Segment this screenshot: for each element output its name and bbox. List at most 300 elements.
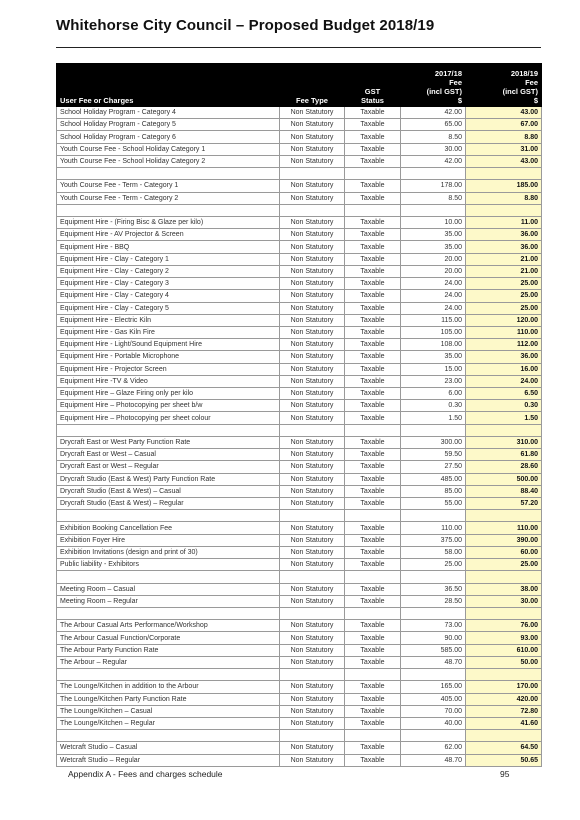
cell-fee-2017: 24.00: [401, 278, 466, 290]
cell-user-fee: [57, 607, 280, 619]
cell-fee-type: Non Statutory: [280, 326, 345, 338]
cell-gst-status: Taxable: [345, 253, 401, 265]
cell-fee-type: Non Statutory: [280, 216, 345, 228]
cell-fee-type: Non Statutory: [280, 473, 345, 485]
cell-fee-2017: 27.50: [401, 461, 466, 473]
cell-fee-2017: [401, 571, 466, 583]
cell-fee-2017: 8.50: [401, 192, 466, 204]
cell-fee-2018: 93.00: [466, 632, 542, 644]
cell-fee-2017: 10.00: [401, 216, 466, 228]
table-row: [57, 278, 542, 290]
cell-fee-type: Non Statutory: [280, 302, 345, 314]
table-header-row: [57, 64, 542, 107]
table-row: [57, 473, 542, 485]
cell-fee-2017: 35.00: [401, 351, 466, 363]
table-row: [57, 485, 542, 497]
cell-fee-2017: 6.00: [401, 388, 466, 400]
cell-user-fee: Equipment Hire - Clay - Category 4: [57, 290, 280, 302]
cell-fee-type: Non Statutory: [280, 644, 345, 656]
cell-user-fee: Exhibition Booking Cancellation Fee: [57, 522, 280, 534]
cell-fee-2017: 36.50: [401, 583, 466, 595]
table-row: [57, 326, 542, 338]
cell-user-fee: Wetcraft Studio – Regular: [57, 754, 280, 766]
cell-fee-2017: 300.00: [401, 436, 466, 448]
cell-fee-type: Non Statutory: [280, 351, 345, 363]
cell-fee-2018: 8.80: [466, 192, 542, 204]
cell-fee-2017: 85.00: [401, 485, 466, 497]
cell-fee-2018: 25.00: [466, 290, 542, 302]
cell-fee-2018: 120.00: [466, 314, 542, 326]
cell-gst-status: Taxable: [345, 449, 401, 461]
cell-fee-type: Non Statutory: [280, 717, 345, 729]
cell-fee-type: Non Statutory: [280, 375, 345, 387]
cell-fee-2018: 36.00: [466, 351, 542, 363]
cell-user-fee: Equipment Hire - Portable Microphone: [57, 351, 280, 363]
cell-user-fee: [57, 510, 280, 522]
cell-user-fee: [57, 571, 280, 583]
cell-gst-status: Taxable: [345, 693, 401, 705]
cell-fee-2018: 57.20: [466, 498, 542, 510]
cell-gst-status: Taxable: [345, 595, 401, 607]
cell-fee-type: Non Statutory: [280, 498, 345, 510]
cell-fee-2017: 90.00: [401, 632, 466, 644]
cell-fee-2017: 585.00: [401, 644, 466, 656]
cell-fee-2017: 42.00: [401, 155, 466, 167]
cell-gst-status: [345, 607, 401, 619]
cell-fee-type: Non Statutory: [280, 681, 345, 693]
cell-fee-2017: 115.00: [401, 314, 466, 326]
cell-fee-2017: 42.00: [401, 107, 466, 119]
table-row: [57, 546, 542, 558]
cell-gst-status: Taxable: [345, 754, 401, 766]
cell-fee-type: Non Statutory: [280, 192, 345, 204]
cell-user-fee: Equipment Hire – Glaze Firing only per kilo: [57, 388, 280, 400]
cell-user-fee: Equipment Hire - Electric Kiln: [57, 314, 280, 326]
cell-fee-2017: [401, 669, 466, 681]
cell-fee-type: [280, 204, 345, 216]
header-fee-2017-line1: 2017/18: [434, 69, 462, 78]
cell-fee-2018: 88.40: [466, 485, 542, 497]
fees-table: [56, 63, 542, 767]
table-row: [57, 632, 542, 644]
table-row: [57, 351, 542, 363]
cell-user-fee: Youth Course Fee - School Holiday Category 1: [57, 143, 280, 155]
cell-fee-type: Non Statutory: [280, 693, 345, 705]
cell-fee-2017: 35.00: [401, 229, 466, 241]
header-fee-2018-line3: (incl GST): [502, 87, 538, 96]
cell-fee-2017: 165.00: [401, 681, 466, 693]
cell-fee-2018: [466, 424, 542, 436]
cell-gst-status: Taxable: [345, 119, 401, 131]
cell-fee-2018: 60.00: [466, 546, 542, 558]
cell-user-fee: Equipment Hire - BBQ: [57, 241, 280, 253]
cell-fee-2017: 15.00: [401, 363, 466, 375]
cell-user-fee: Equipment Hire - Clay - Category 1: [57, 253, 280, 265]
cell-fee-2017: 58.00: [401, 546, 466, 558]
cell-user-fee: Equipment Hire -TV & Video: [57, 375, 280, 387]
cell-fee-2018: [466, 669, 542, 681]
cell-gst-status: Taxable: [345, 473, 401, 485]
cell-fee-2018: 67.00: [466, 119, 542, 131]
cell-fee-type: Non Statutory: [280, 253, 345, 265]
cell-fee-2018: 24.00: [466, 375, 542, 387]
cell-fee-2018: 8.80: [466, 131, 542, 143]
cell-gst-status: Taxable: [345, 229, 401, 241]
cell-fee-type: Non Statutory: [280, 485, 345, 497]
cell-fee-2018: 43.00: [466, 155, 542, 167]
cell-fee-2018: 43.00: [466, 107, 542, 119]
cell-gst-status: Taxable: [345, 314, 401, 326]
cell-user-fee: Equipment Hire - Clay - Category 3: [57, 278, 280, 290]
cell-fee-type: [280, 168, 345, 180]
cell-user-fee: [57, 204, 280, 216]
cell-user-fee: Equipment Hire – Photocopying per sheet b/w: [57, 400, 280, 412]
cell-fee-2017: 110.00: [401, 522, 466, 534]
table-row: [57, 644, 542, 656]
cell-fee-2018: 50.00: [466, 656, 542, 668]
cell-gst-status: Taxable: [345, 339, 401, 351]
cell-user-fee: Equipment Hire - Gas Kiln Fire: [57, 326, 280, 338]
cell-gst-status: [345, 669, 401, 681]
cell-fee-type: Non Statutory: [280, 449, 345, 461]
cell-fee-type: Non Statutory: [280, 656, 345, 668]
table-row: [57, 265, 542, 277]
cell-fee-type: Non Statutory: [280, 339, 345, 351]
header-fee-2018-line1: 2018/19: [510, 69, 538, 78]
cell-user-fee: Exhibition Foyer Hire: [57, 534, 280, 546]
cell-user-fee: The Arbour Party Function Rate: [57, 644, 280, 656]
table-row: [57, 583, 542, 595]
cell-fee-2017: 28.50: [401, 595, 466, 607]
table-row: [57, 388, 542, 400]
cell-fee-2018: 0.30: [466, 400, 542, 412]
cell-gst-status: [345, 168, 401, 180]
cell-user-fee: [57, 730, 280, 742]
cell-fee-2017: 65.00: [401, 119, 466, 131]
cell-user-fee: Youth Course Fee - School Holiday Category 2: [57, 155, 280, 167]
cell-fee-type: [280, 424, 345, 436]
table-row: [57, 229, 542, 241]
cell-gst-status: Taxable: [345, 644, 401, 656]
cell-user-fee: [57, 424, 280, 436]
cell-gst-status: Taxable: [345, 143, 401, 155]
cell-fee-2018: 25.00: [466, 278, 542, 290]
table-row: [57, 363, 542, 375]
cell-fee-type: Non Statutory: [280, 559, 345, 571]
cell-fee-2018: [466, 510, 542, 522]
cell-fee-type: Non Statutory: [280, 705, 345, 717]
cell-fee-2017: [401, 424, 466, 436]
cell-fee-2017: 25.00: [401, 559, 466, 571]
cell-user-fee: School Holiday Program - Category 5: [57, 119, 280, 131]
cell-fee-2018: 170.00: [466, 681, 542, 693]
cell-gst-status: Taxable: [345, 351, 401, 363]
cell-fee-2017: 108.00: [401, 339, 466, 351]
fees-table-body: [57, 107, 542, 767]
table-row: [57, 717, 542, 729]
cell-user-fee: Public liability - Exhibitors: [57, 559, 280, 571]
cell-user-fee: Equipment Hire - (Firing Bisc & Glaze per kilo): [57, 216, 280, 228]
table-row: [57, 681, 542, 693]
table-spacer-row: [57, 168, 542, 180]
cell-fee-2017: 405.00: [401, 693, 466, 705]
table-row: [57, 742, 542, 754]
table-row: [57, 155, 542, 167]
table-row: [57, 693, 542, 705]
cell-user-fee: Youth Course Fee - Term - Category 1: [57, 180, 280, 192]
cell-fee-2017: 73.00: [401, 620, 466, 632]
cell-user-fee: The Lounge/Kitchen – Regular: [57, 717, 280, 729]
cell-gst-status: Taxable: [345, 241, 401, 253]
cell-gst-status: Taxable: [345, 326, 401, 338]
table-row: [57, 253, 542, 265]
cell-user-fee: The Lounge/Kitchen in addition to the Arbour: [57, 681, 280, 693]
cell-fee-2018: 185.00: [466, 180, 542, 192]
footer-appendix-label: Appendix A - Fees and charges schedule: [68, 769, 223, 779]
header-fee-2018: [466, 64, 542, 107]
title-underline: [56, 47, 541, 48]
cell-gst-status: Taxable: [345, 498, 401, 510]
cell-fee-type: Non Statutory: [280, 131, 345, 143]
cell-gst-status: [345, 510, 401, 522]
cell-fee-2017: 40.00: [401, 717, 466, 729]
cell-fee-2018: 610.00: [466, 644, 542, 656]
cell-gst-status: Taxable: [345, 632, 401, 644]
cell-gst-status: Taxable: [345, 620, 401, 632]
table-row: [57, 131, 542, 143]
cell-user-fee: [57, 168, 280, 180]
cell-fee-2017: 105.00: [401, 326, 466, 338]
table-spacer-row: [57, 510, 542, 522]
cell-user-fee: Equipment Hire – Photocopying per sheet colour: [57, 412, 280, 424]
table-row: [57, 180, 542, 192]
cell-gst-status: Taxable: [345, 559, 401, 571]
table-row: [57, 534, 542, 546]
table-row: [57, 656, 542, 668]
cell-fee-type: Non Statutory: [280, 534, 345, 546]
cell-fee-2017: 55.00: [401, 498, 466, 510]
cell-fee-2017: [401, 168, 466, 180]
cell-fee-2017: [401, 607, 466, 619]
cell-fee-2018: 16.00: [466, 363, 542, 375]
table-row: [57, 290, 542, 302]
table-row: [57, 498, 542, 510]
page-title: Whitehorse City Council – Proposed Budget 2018/19: [56, 17, 435, 34]
cell-fee-type: Non Statutory: [280, 436, 345, 448]
cell-fee-2018: [466, 607, 542, 619]
table-row: [57, 302, 542, 314]
cell-fee-2018: 420.00: [466, 693, 542, 705]
cell-gst-status: Taxable: [345, 216, 401, 228]
cell-user-fee: Meeting Room – Casual: [57, 583, 280, 595]
cell-fee-2018: 21.00: [466, 253, 542, 265]
header-fee-2018-line4: $: [533, 96, 538, 105]
header-gst-line1: GST: [364, 87, 381, 96]
cell-gst-status: [345, 571, 401, 583]
cell-user-fee: [57, 669, 280, 681]
table-row: [57, 449, 542, 461]
cell-fee-type: Non Statutory: [280, 314, 345, 326]
cell-fee-2017: 35.00: [401, 241, 466, 253]
cell-fee-type: Non Statutory: [280, 742, 345, 754]
cell-user-fee: The Lounge/Kitchen Party Function Rate: [57, 693, 280, 705]
cell-gst-status: Taxable: [345, 155, 401, 167]
cell-fee-2018: 31.00: [466, 143, 542, 155]
cell-user-fee: Equipment Hire - Light/Sound Equipment Hire: [57, 339, 280, 351]
header-user-fee: User Fee or Charges: [57, 64, 280, 107]
cell-fee-2018: 21.00: [466, 265, 542, 277]
table-row: [57, 705, 542, 717]
table-spacer-row: [57, 607, 542, 619]
cell-fee-type: Non Statutory: [280, 155, 345, 167]
cell-gst-status: [345, 204, 401, 216]
header-fee-2018-line2: Fee: [525, 78, 538, 87]
cell-fee-2018: 310.00: [466, 436, 542, 448]
cell-gst-status: Taxable: [345, 436, 401, 448]
table-row: [57, 620, 542, 632]
header-fee-2017-line3: (incl GST): [426, 87, 462, 96]
table-spacer-row: [57, 669, 542, 681]
cell-gst-status: Taxable: [345, 180, 401, 192]
cell-user-fee: The Arbour Casual Arts Performance/Workshop: [57, 620, 280, 632]
cell-fee-type: Non Statutory: [280, 241, 345, 253]
cell-fee-2018: 76.00: [466, 620, 542, 632]
table-row: [57, 754, 542, 766]
cell-fee-2018: 500.00: [466, 473, 542, 485]
cell-gst-status: Taxable: [345, 388, 401, 400]
cell-fee-2017: 30.00: [401, 143, 466, 155]
table-spacer-row: [57, 424, 542, 436]
cell-gst-status: [345, 730, 401, 742]
cell-fee-2017: 0.30: [401, 400, 466, 412]
cell-gst-status: Taxable: [345, 412, 401, 424]
cell-fee-2017: 59.50: [401, 449, 466, 461]
cell-fee-2018: [466, 168, 542, 180]
cell-gst-status: Taxable: [345, 131, 401, 143]
cell-fee-2018: [466, 730, 542, 742]
cell-fee-type: Non Statutory: [280, 632, 345, 644]
cell-fee-2017: 23.00: [401, 375, 466, 387]
cell-fee-2018: 25.00: [466, 302, 542, 314]
cell-gst-status: Taxable: [345, 705, 401, 717]
cell-fee-2017: 485.00: [401, 473, 466, 485]
cell-fee-2017: [401, 204, 466, 216]
cell-user-fee: The Lounge/Kitchen – Casual: [57, 705, 280, 717]
cell-gst-status: Taxable: [345, 363, 401, 375]
cell-fee-2018: 61.80: [466, 449, 542, 461]
cell-gst-status: Taxable: [345, 461, 401, 473]
cell-fee-type: Non Statutory: [280, 388, 345, 400]
header-fee-2017: [401, 64, 466, 107]
cell-user-fee: Drycraft East or West Party Function Rate: [57, 436, 280, 448]
cell-fee-type: Non Statutory: [280, 620, 345, 632]
table-row: [57, 119, 542, 131]
table-row: [57, 436, 542, 448]
cell-fee-2018: 390.00: [466, 534, 542, 546]
table-row: [57, 314, 542, 326]
table-row: [57, 143, 542, 155]
cell-fee-2018: 36.00: [466, 229, 542, 241]
cell-fee-2018: 110.00: [466, 522, 542, 534]
cell-user-fee: Drycraft East or West – Casual: [57, 449, 280, 461]
cell-user-fee: Youth Course Fee - Term - Category 2: [57, 192, 280, 204]
cell-fee-type: [280, 571, 345, 583]
cell-gst-status: Taxable: [345, 400, 401, 412]
cell-user-fee: Equipment Hire - AV Projector & Screen: [57, 229, 280, 241]
cell-gst-status: Taxable: [345, 302, 401, 314]
cell-fee-2017: [401, 730, 466, 742]
cell-fee-2018: 110.00: [466, 326, 542, 338]
cell-fee-2018: 6.50: [466, 388, 542, 400]
footer-page-number: 95: [500, 769, 510, 779]
cell-gst-status: Taxable: [345, 534, 401, 546]
cell-gst-status: Taxable: [345, 656, 401, 668]
cell-fee-type: Non Statutory: [280, 278, 345, 290]
cell-fee-2018: 11.00: [466, 216, 542, 228]
cell-fee-type: Non Statutory: [280, 583, 345, 595]
cell-fee-2017: 178.00: [401, 180, 466, 192]
table-row: [57, 216, 542, 228]
header-fee-2017-line4: $: [457, 96, 462, 105]
cell-user-fee: Equipment Hire - Clay - Category 5: [57, 302, 280, 314]
cell-fee-type: [280, 730, 345, 742]
cell-user-fee: Drycraft East or West – Regular: [57, 461, 280, 473]
cell-gst-status: Taxable: [345, 583, 401, 595]
cell-fee-2017: 24.00: [401, 290, 466, 302]
cell-fee-2018: [466, 571, 542, 583]
cell-gst-status: Taxable: [345, 375, 401, 387]
table-spacer-row: [57, 730, 542, 742]
cell-fee-type: Non Statutory: [280, 119, 345, 131]
cell-fee-type: Non Statutory: [280, 180, 345, 192]
cell-fee-2018: 1.50: [466, 412, 542, 424]
cell-user-fee: School Holiday Program - Category 4: [57, 107, 280, 119]
cell-user-fee: Exhibition Invitations (design and print of 30): [57, 546, 280, 558]
cell-fee-type: Non Statutory: [280, 265, 345, 277]
table-row: [57, 595, 542, 607]
header-gst-line2: Status: [361, 96, 384, 105]
cell-gst-status: Taxable: [345, 717, 401, 729]
cell-gst-status: Taxable: [345, 107, 401, 119]
cell-fee-type: Non Statutory: [280, 754, 345, 766]
cell-user-fee: The Arbour – Regular: [57, 656, 280, 668]
table-spacer-row: [57, 204, 542, 216]
cell-user-fee: Wetcraft Studio – Casual: [57, 742, 280, 754]
cell-user-fee: Drycraft Studio (East & West) Party Function Rate: [57, 473, 280, 485]
cell-fee-type: Non Statutory: [280, 290, 345, 302]
header-fee-type: Fee Type: [280, 64, 345, 107]
cell-fee-type: Non Statutory: [280, 595, 345, 607]
cell-fee-type: [280, 510, 345, 522]
cell-fee-2018: 25.00: [466, 559, 542, 571]
cell-fee-type: Non Statutory: [280, 363, 345, 375]
cell-fee-2018: 28.60: [466, 461, 542, 473]
cell-fee-2018: 112.00: [466, 339, 542, 351]
cell-gst-status: Taxable: [345, 278, 401, 290]
cell-fee-2017: 48.70: [401, 754, 466, 766]
table-row: [57, 375, 542, 387]
cell-fee-2017: [401, 510, 466, 522]
cell-fee-2018: 50.65: [466, 754, 542, 766]
table-row: [57, 412, 542, 424]
cell-fee-2017: 48.70: [401, 656, 466, 668]
table-row: [57, 461, 542, 473]
cell-fee-type: Non Statutory: [280, 229, 345, 241]
cell-fee-2017: 20.00: [401, 253, 466, 265]
cell-fee-2018: 72.80: [466, 705, 542, 717]
cell-user-fee: School Holiday Program - Category 6: [57, 131, 280, 143]
cell-fee-type: [280, 607, 345, 619]
